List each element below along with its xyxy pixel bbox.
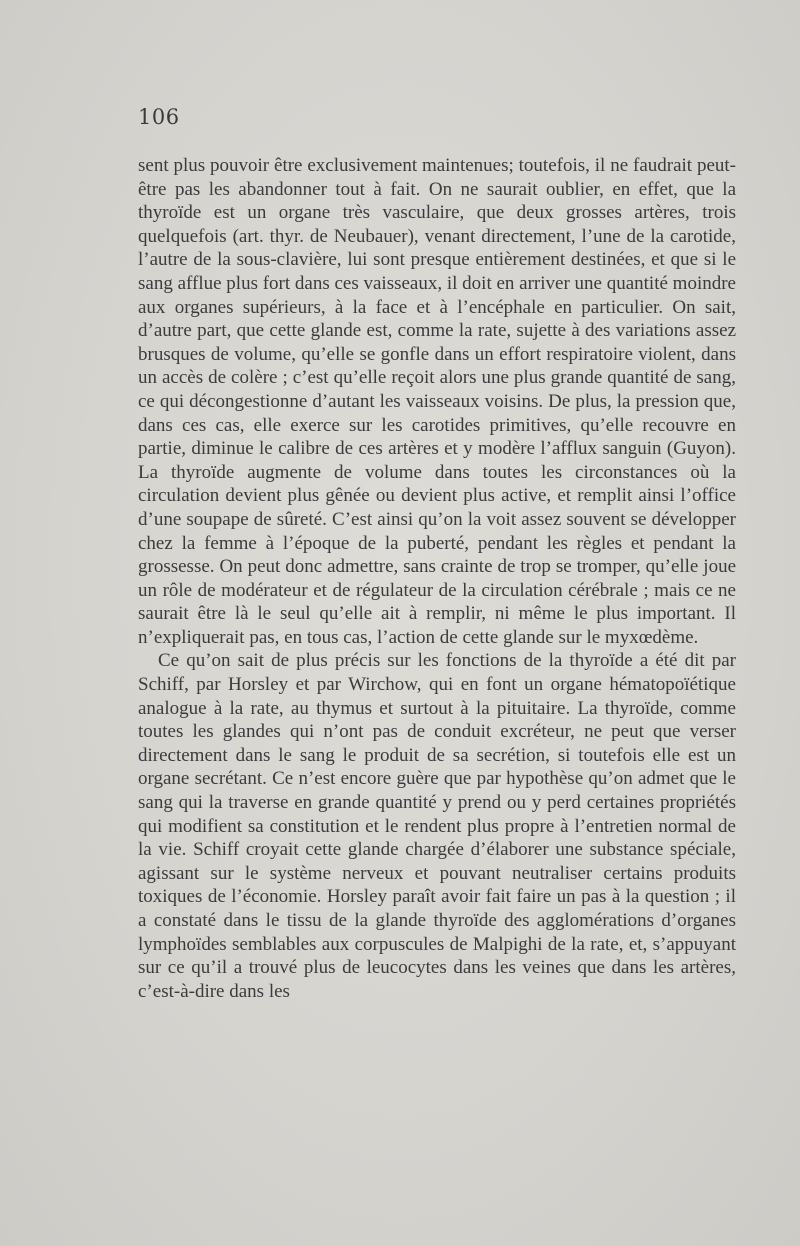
paragraph: Ce qu’on sait de plus précis sur les fonctions de la thyroïde a été dit par Schiff, par Horsley et par Wirchow, qui en font un organe hématopoïétique analogue à la rate, au thymus et surtout à la pituitaire. La thyroïde, comme toutes les glandes qui n’ont pas de conduit excréteur, ne peut que verser directement dans le sang le produit de sa secrétion, si toutefois elle est un organe secrétant. Ce n’est encore guère que par hypothèse qu’on admet que le sang qui la traverse en grande quantité y prend ou y perd certaines propriétés qui modifient sa constitution et le rendent plus propre à l’entretien normal de la vie. Schiff croyait cette glande chargée d’élaborer une substance spéciale, agissant sur le système nerveux et pouvant neutraliser certains produits toxiques de l’économie. Horsley paraît avoir fait faire un pas à la question ; il a constaté dans le tissu de la glande thyroïde des agglomérations d’organes lymphoïdes semblables aux corpuscules de Malpighi de la rate, et, s’appuyant sur ce qu’il a trouvé plus de leucocytes dans les veines que dans les artères, c’est-à-dire dans les — [138, 650, 736, 1002]
body-text — [138, 154, 736, 1003]
paragraph-continuation: sent plus pouvoir être exclusivement maintenues; toutefois, il ne faudrait peut-être pas les abandonner tout à fait. On ne saurait oublier, en effet, que la thyroïde est un organe très vasculaire, que deux grosses artères, trois quelquefois (art. thyr. de Neubauer), venant directement, l’une de la carotide, l’autre de la sous-clavière, lui sont presque entièrement destinées, et que si le sang afflue plus fort dans ces vaisseaux, il doit en arriver une quantité moindre aux organes supérieurs, à la face et à l’encéphale en particulier. On sait, d’autre part, que cette glande est, comme la rate, sujette à des variations assez brusques de volume, qu’elle se gonfle dans un effort respiratoire violent, dans un accès de colère ; c’est qu’elle reçoit alors une plus grande quantité de sang, ce qui décongestionne d’autant les vaisseaux voisins. De plus, la pression que, dans ces cas, elle exerce sur les carotides primitives, qu’elle recouvre en partie, diminue le calibre de ces artères et y modère l’afflux sanguin (Guyon). La thyroïde augmente de volume dans toutes les circonstances où la circulation devient plus gênée ou devient plus active, et remplit ainsi l’office d’une soupape de sûreté. C’est ainsi qu’on la voit assez souvent se développer chez la femme à l’époque de la puberté, pendant les règles et pendant la grossesse. On peut donc admettre, sans crainte de trop se tromper, qu’elle joue un rôle de modérateur et de régulateur de la circulation cérébrale ; mais ce ne saurait être là le seul qu’elle ait à remplir, ni même le plus important. Il n’expliquerait pas, en tous cas, l’action de cette glande sur le myxœdème. — [138, 155, 736, 648]
page-number: 106 — [138, 105, 180, 129]
